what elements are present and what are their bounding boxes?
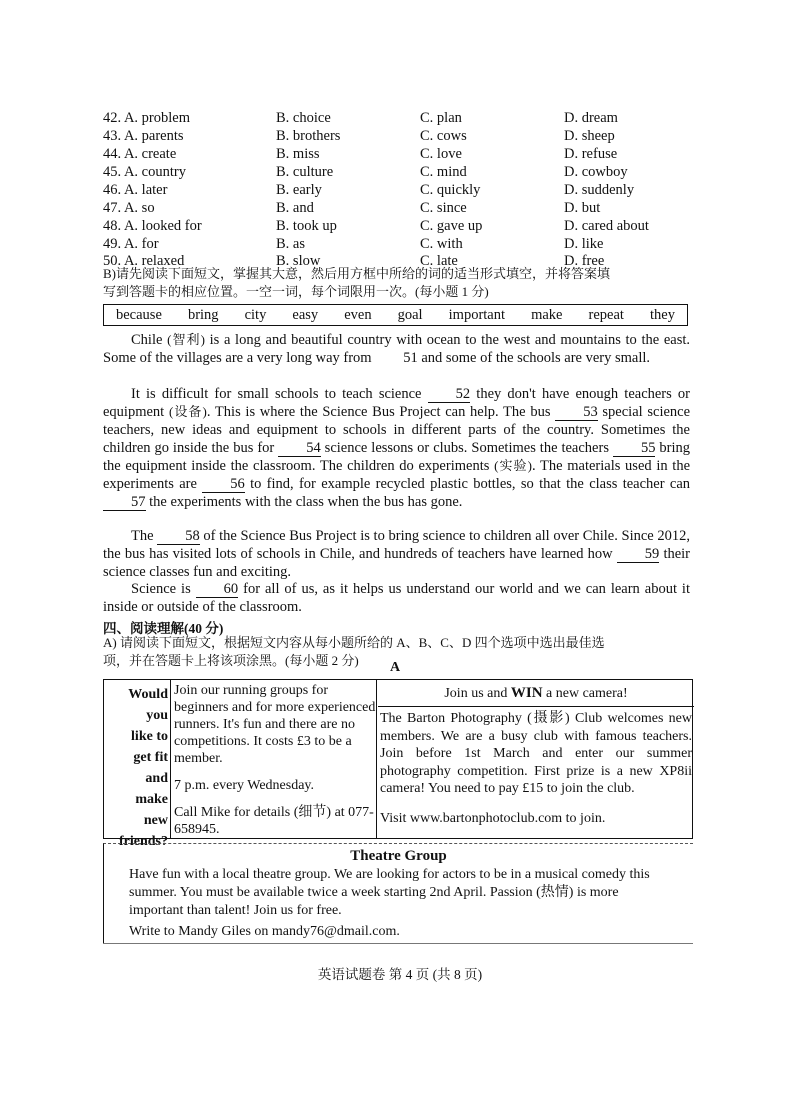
option-a: 47. A. so: [103, 200, 155, 216]
option-d: D. sheep: [564, 128, 615, 144]
option-row: [103, 127, 703, 145]
theatre-title: Theatre Group: [350, 848, 447, 864]
divider: [170, 680, 171, 838]
option-c: C. late: [420, 253, 458, 269]
option-a: 44. A. create: [103, 146, 177, 162]
option-a: 49. A. for: [103, 236, 159, 252]
option-a: 43. A. parents: [103, 128, 184, 144]
headline-word: get fit: [133, 750, 168, 765]
option-row: [103, 109, 703, 127]
word-option: make: [531, 306, 563, 323]
blank-60: 60: [196, 582, 239, 598]
option-d: D. like: [564, 236, 604, 252]
option-row: [103, 181, 703, 199]
blank-52: 52: [428, 387, 471, 403]
option-b: B. as: [276, 236, 305, 252]
option-row: [103, 145, 703, 163]
ads-table: [103, 679, 693, 849]
theatre-body: Have fun with a local theatre group. We are looking for actors to be in a musical comedy this summer. You must be available twice a week starting 2nd April. Passion (热情) is more important than talent! Join us for free.: [129, 867, 650, 918]
option-row: [103, 235, 703, 253]
option-b: B. choice: [276, 110, 331, 126]
running-ad-body: Join our running groups for beginners and for more experienced runners. It's fun and there are no competitions. It costs £3 to be a member. 7 p.m. every Wednesday. Call Mike for details (细节) at 077-658945.: [174, 683, 376, 837]
option-d: D. suddenly: [564, 182, 635, 198]
instruction-line-1: B)请先阅读下面短文，掌握其大意，然后用方框中所给的词的适当形式填空，并将答案填: [103, 266, 611, 281]
blank-55: 55: [613, 441, 656, 457]
passage-paragraph-2: It is difficult for small schools to teach science 52 they don't have enough teachers or equipment (设备). This is where the Science Bus Project can help. The bus 53 special science teachers, new ideas and equipment to schools in different parts of the country. Sometimes the children go inside the bus for 54 science lessons or clubs. Sometimes the teachers 55 bring the equipment inside the classroom. The children do experiments (实验). The materials used in the experiments are 56 to find, for example recycled plastic bottles, so that the class teacher can 57 the experiments with the class when the bus has gone.: [103, 386, 691, 510]
option-row: [103, 199, 703, 217]
option-d: D. cared about: [564, 218, 649, 234]
divider: [103, 943, 693, 944]
word-option: goal: [397, 306, 423, 323]
word-option: even: [344, 306, 372, 323]
headline-word: like to: [131, 729, 168, 744]
blank-59: 59: [617, 547, 660, 563]
word-option: bring: [187, 306, 219, 323]
theatre-ad: [103, 843, 693, 943]
option-c: C. plan: [420, 110, 462, 126]
option-b: B. and: [276, 200, 314, 216]
word-option: important: [448, 306, 506, 323]
option-b: B. slow: [276, 253, 321, 269]
option-c: C. love: [420, 146, 462, 162]
option-a: 46. A. later: [103, 182, 168, 198]
option-b: B. miss: [276, 146, 320, 162]
divider: [376, 680, 377, 838]
option-c: C. quickly: [420, 182, 481, 198]
word-option: easy: [292, 306, 319, 323]
word-option: because: [116, 306, 162, 323]
option-c: C. cows: [420, 128, 467, 144]
blank-51: 51: [403, 350, 418, 366]
option-d: D. dream: [564, 110, 618, 126]
blank-54: 54: [278, 441, 321, 457]
option-b: B. culture: [276, 164, 334, 180]
blank-56: 56: [202, 477, 245, 493]
option-c: C. gave up: [420, 218, 483, 234]
blank-58: 58: [157, 529, 200, 545]
option-b: B. early: [276, 182, 322, 198]
word-option: they: [650, 306, 675, 323]
option-c: C. with: [420, 236, 463, 252]
passage-paragraph-3: The 58 of the Science Bus Project is to bring science to children all over Chile. Since 2012, the bus has visited lots of schools in Chile, and hundreds of teachers have learned how 59 their science classes fun and exciting.: [103, 528, 691, 580]
blank-57: 57: [103, 495, 146, 511]
option-d: D. refuse: [564, 146, 618, 162]
headline-word: and: [145, 771, 168, 786]
word-option: repeat: [588, 306, 624, 323]
camera-ad-visit: Visit www.bartonphotoclub.com to join.: [380, 810, 606, 826]
passage-paragraph-1: Chile (智利) is a long and beautiful country with ocean to the west and mountains to the east. Some of the villages are a very long way from 51 and some of the schools are very small.: [103, 332, 691, 366]
option-c: C. since: [420, 200, 467, 216]
option-row: [103, 217, 703, 235]
camera-ad-heading: Join us and WIN a new camera!: [378, 680, 694, 707]
option-d: D. but: [564, 200, 601, 216]
partB-instruction: [103, 265, 690, 301]
headline-word: make: [135, 792, 168, 807]
option-b: B. took up: [276, 218, 337, 234]
option-c: C. mind: [420, 164, 467, 180]
section-title: 四、阅读理解(40 分): [103, 621, 224, 636]
passage-label: A: [390, 660, 401, 675]
option-row: [103, 163, 703, 181]
option-d: D. cowboy: [564, 164, 628, 180]
page-footer: 英语试题卷 第 4 页 (共 8 页): [317, 967, 483, 982]
word-box: [103, 304, 688, 326]
headline-word: new: [143, 813, 168, 828]
running-ad-headline: [106, 684, 168, 852]
passage-paragraph-4: Science is 60 for all of us, as it helps us understand our world and we can learn about it inside or outside of the classroom.: [103, 581, 690, 615]
option-a: 48. A. looked for: [103, 218, 202, 234]
option-d: D. free: [564, 253, 605, 269]
headline-word: Would: [128, 687, 168, 702]
headline-word: friends?: [119, 834, 168, 849]
option-a: 45. A. country: [103, 164, 186, 180]
headline-word: you: [146, 708, 168, 723]
option-a: 50. A. relaxed: [103, 253, 185, 269]
instruction-line-2: 写到答题卡的相应位置。一空一词，每个词限用一次。(每小题 1 分): [103, 284, 489, 299]
blank-53: 53: [555, 405, 598, 421]
option-a: 42. A. problem: [103, 110, 190, 126]
word-option: city: [244, 306, 267, 323]
section4-instruction: A) 请阅读下面短文，根据短文内容从每小题所给的 A、B、C、D 四个选项中选出最佳选 项，并在答题卡上将该项涂黑。(每小题 2 分): [103, 635, 605, 668]
camera-ad-body: The Barton Photography (摄影) Club welcomes new members. We are a busy club with famous teachers. Join before 1st March and enter our summer photography competition. First prize is a new XP8ii camera! You need to pay £15 to join the club. Visit www.bartonphotoclub.com to join.: [380, 711, 692, 826]
option-b: B. brothers: [276, 128, 341, 144]
theatre-contact: Write to Mandy Giles on mandy76@dmail.com.: [129, 924, 400, 939]
